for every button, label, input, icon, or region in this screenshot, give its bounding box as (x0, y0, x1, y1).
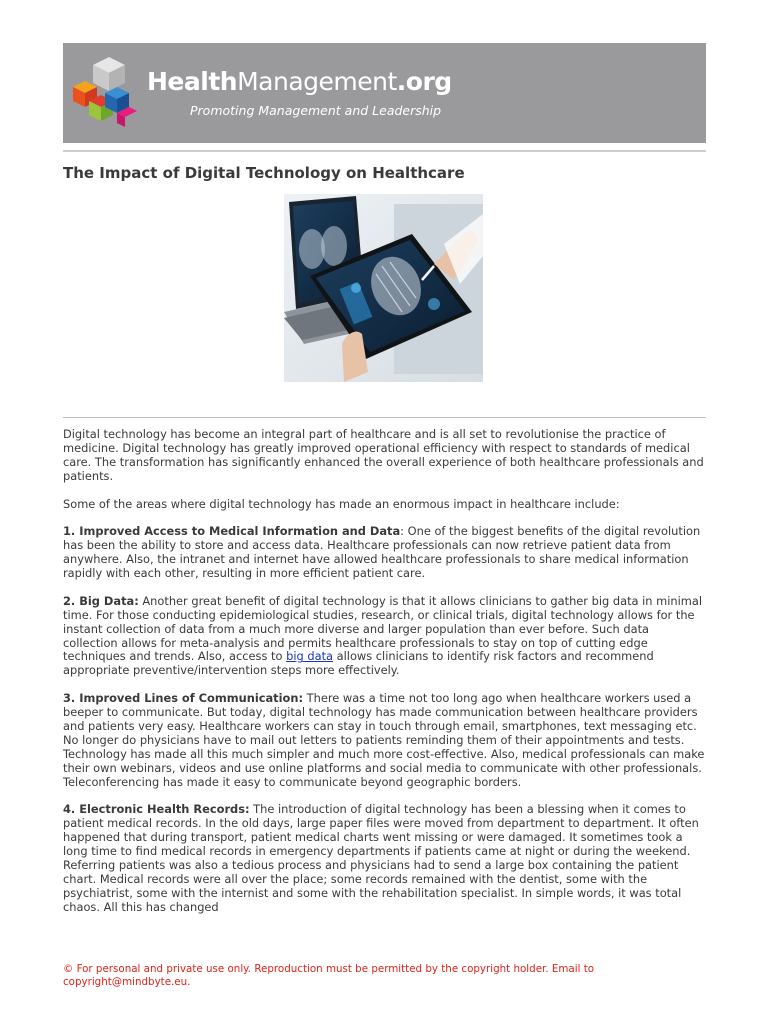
site-tagline: Promoting Management and Leadership (190, 103, 442, 118)
intro-paragraph: Digital technology has become an integral part of healthcare and is all set to revolutionise the practice of medicine. Digital technology has greatly improved operational efficiency with respect to standards of medical care. The transformation has significantly enhanced the overall experience of both healthcare professionals and patients. (63, 427, 704, 483)
brand-suffix: .org (396, 67, 452, 96)
site-header-banner (63, 43, 706, 143)
section-text: There was a time not too long ago when healthcare workers used a beeper to communicate. But today, digital technology has made communication between healthcare providers and patients very easy. Healthcare workers can stay in touch through email, smartphones, text messaging etc. No longer do physicians have to mail out letters to patients reminding them of their appointments and tests. Technology has made all this much simpler and much more cost-effective. Also, medical professionals can make their own webinars, videos and use online platforms and social media to communicate with other professionals. Teleconferencing has made it easy to communicate beyond geographic borders. (63, 691, 705, 789)
section-heading: 4. Electronic Health Records: (63, 802, 250, 817)
section-text: The introduction of digital technology has been a blessing when it comes to patient medical records. In the old days, large paper files were moved from department to department. It often happened that during transport, patient medical charts went missing or were damaged. It sometimes took a long time to find medical records in emergency departments if patients came at night or during the weekend. Referring patients was also a tedious process and physicians had to send a large box containing the patient chart. Medical records were all over the place; some records remained with the dentist, some with the psychiatrist, some with the internist and some with the rehabilitation specialist. In simple words, it was total chaos. All this has changed (63, 802, 699, 914)
brand-word-health: Health (147, 67, 238, 96)
section-access-to-data (63, 525, 706, 581)
brand-word-management: Management (237, 67, 397, 96)
section-heading: 1. Improved Access to Medical Information and Data (63, 524, 401, 539)
cube-cluster-logo-icon (71, 57, 143, 129)
section-text: allows clinicians to identify risk factors and recommend appropriate preventive/intervention steps more effectively. (63, 649, 654, 678)
image-divider (63, 417, 706, 418)
article-body (63, 428, 706, 929)
section-heading: 3. Improved Lines of Communication: (63, 691, 304, 706)
site-logo-wordmark[interactable] (147, 69, 452, 94)
section-health-records (63, 803, 706, 914)
header-divider (63, 150, 706, 152)
section-text: : One of the biggest benefits of the digital revolution has been the ability to store and access data. Healthcare professionals can now retrieve patient data from anywhere. Also, the intranet and internet have allowed healthcare professionals to share medical information rapidly with each other, resulting in more efficient patient care. (63, 524, 701, 581)
lead-paragraph: Some of the areas where digital technology has made an enormous impact in healthcare include: (63, 496, 620, 511)
section-big-data (63, 595, 706, 678)
section-communication (63, 692, 706, 789)
big-data-link[interactable]: big data (286, 649, 334, 664)
article-title: The Impact of Digital Technology on Healthcare (63, 164, 465, 182)
copyright-notice: © For personal and private use only. Reproduction must be permitted by the copyright holder. Email to copyright@mindbyte.eu. (63, 963, 595, 988)
doctor-tablet-xray-image (284, 194, 483, 382)
section-heading: 2. Big Data: (63, 593, 139, 608)
section-text: Another great benefit of digital technology is that it allows clinicians to gather big data in minimal time. For those conducting epidemiological studies, research, or clinical trials, digital technology allows for the instant collection of data from a much more diverse and larger population than ever before. Such data collection allows for meta-analysis and permits healthcare professionals to stay on top of cutting edge techniques and trends. Also, access to (63, 593, 703, 664)
